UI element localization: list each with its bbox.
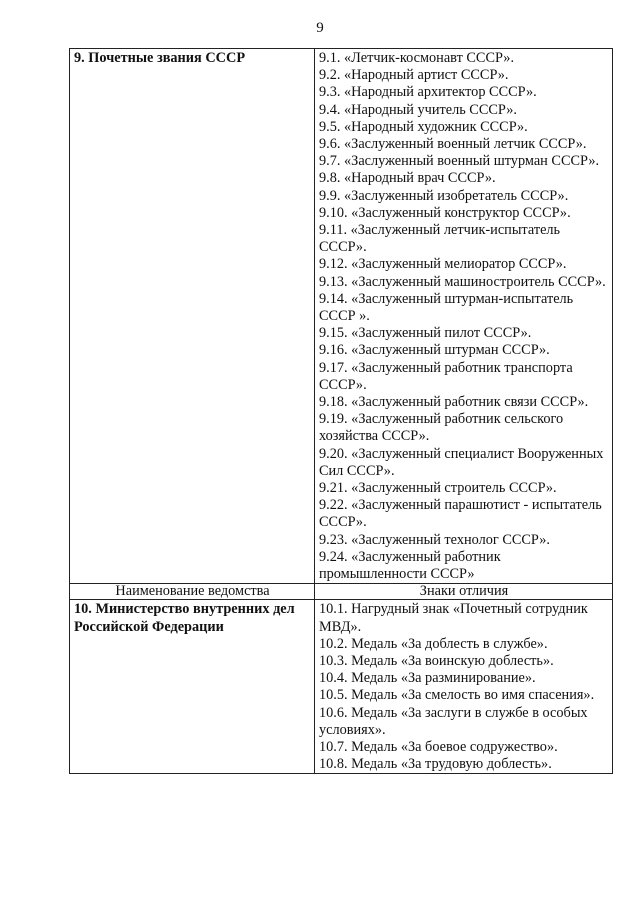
insignia-cell bbox=[315, 49, 613, 584]
list-item: 9.23. «Заслуженный технолог СССР». bbox=[319, 531, 550, 548]
list-item: 10.4. Медаль «За разминирование». bbox=[319, 670, 536, 687]
page-number: 9 bbox=[316, 20, 324, 36]
list-item: 9.15. «Заслуженный пилот СССР». bbox=[319, 325, 532, 342]
list-item: 9.6. «Заслуженный военный летчик СССР». bbox=[319, 136, 587, 153]
column-header-insignia: Знаки отличия bbox=[315, 584, 613, 600]
list-item: 10.7. Медаль «За боевое содружество». bbox=[319, 738, 558, 755]
list-item: 10.3. Медаль «За воинскую доблесть». bbox=[319, 652, 554, 669]
list-item: 9.4. «Народный учитель СССР». bbox=[319, 101, 517, 118]
list-item: 9.22. «Заслуженный парашютист - испытатель СССР». bbox=[319, 497, 602, 531]
list-item: 9.17. «Заслуженный работник транспорта СССР». bbox=[319, 359, 573, 393]
list-item: 9.21. «Заслуженный строитель СССР». bbox=[319, 480, 557, 497]
list-item: 9.19. «Заслуженный работник сельского хозяйства СССР». bbox=[319, 411, 564, 445]
agency-name: 10. Министерство внутренних дел Российской Федерации bbox=[74, 601, 295, 635]
awards-table bbox=[69, 48, 613, 774]
table-row bbox=[70, 49, 613, 584]
list-item: 9.3. «Народный архитектор СССР». bbox=[319, 84, 537, 101]
insignia-list bbox=[319, 50, 609, 583]
list-item: 9.2. «Народный артист СССР». bbox=[319, 67, 509, 84]
list-item: 9.9. «Заслуженный изобретатель СССР». bbox=[319, 187, 569, 204]
list-item: 10.2. Медаль «За доблесть в службе». bbox=[319, 635, 548, 652]
list-item: 9.14. «Заслуженный штурман-испытатель СССР ». bbox=[319, 290, 574, 325]
list-item: 9.5. «Народный художник СССР». bbox=[319, 118, 528, 135]
insignia-list bbox=[319, 601, 609, 773]
list-item: 9.24. «Заслуженный работник промышленности СССР» bbox=[319, 548, 501, 583]
list-item: 9.11. «Заслуженный летчик-испытатель СССР». bbox=[319, 222, 561, 256]
list-item: 9.16. «Заслуженный штурман СССР». bbox=[319, 342, 550, 359]
list-item: 9.10. «Заслуженный конструктор СССР». bbox=[319, 204, 571, 221]
list-item: 10.6. Медаль «За заслуги в службе в особых условиях». bbox=[319, 704, 588, 738]
list-item: 9.12. «Заслуженный мелиоратор СССР». bbox=[319, 256, 567, 273]
list-item: 10.5. Медаль «За смелость во имя спасения». bbox=[319, 687, 595, 704]
list-item: 9.1. «Летчик-космонавт СССР». bbox=[319, 50, 515, 66]
column-header-row bbox=[70, 584, 613, 600]
list-item: 9.13. «Заслуженный машиностроитель СССР». bbox=[319, 273, 606, 290]
list-item: 9.18. «Заслуженный работник связи СССР». bbox=[319, 394, 589, 411]
column-header-agency: Наименование ведомства bbox=[70, 584, 315, 600]
list-item: 9.8. «Народный врач СССР». bbox=[319, 170, 496, 187]
table-row bbox=[70, 600, 613, 774]
list-item: 10.8. Медаль «За трудовую доблесть». bbox=[319, 756, 552, 773]
list-item: 10.1. Нагрудный знак «Почетный сотрудник МВД». bbox=[319, 601, 588, 635]
list-item: 9.7. «Заслуженный военный штурман СССР». bbox=[319, 153, 600, 170]
list-item: 9.20. «Заслуженный специалист Вооруженных Сил СССР». bbox=[319, 445, 604, 479]
agency-cell bbox=[70, 600, 315, 774]
agency-name: 9. Почетные звания СССР bbox=[74, 50, 246, 66]
insignia-cell bbox=[315, 600, 613, 774]
agency-cell bbox=[70, 49, 315, 584]
